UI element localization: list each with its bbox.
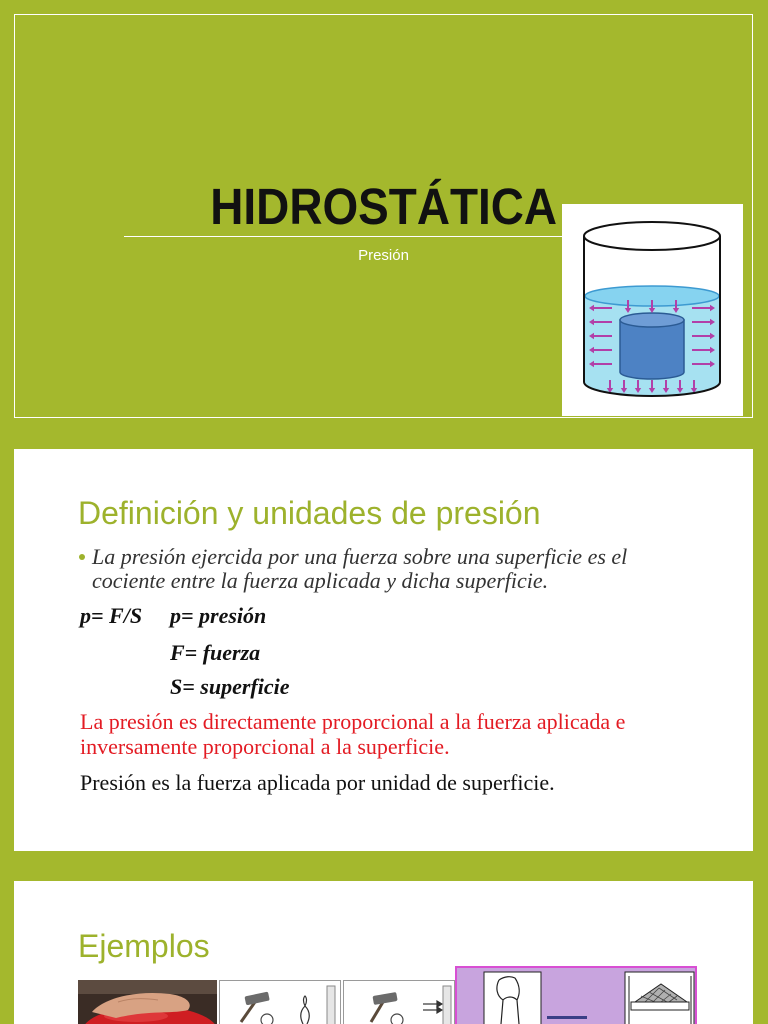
hydrostatic-pressure-illustration xyxy=(562,204,743,416)
bullet-text-line: cociente entre la fuerza aplicada y dicha superficie. xyxy=(92,568,549,593)
thumb-drawing xyxy=(484,972,541,1024)
submerged-cylinder xyxy=(620,313,684,379)
example-diagram-hammer-1 xyxy=(219,980,341,1024)
pressure-formula: p= F/S xyxy=(80,603,143,628)
definition-slide xyxy=(14,449,753,851)
definition-surface: S= superficie xyxy=(170,674,290,699)
proportionality-note-line: inversamente proporcional a la superficie. xyxy=(80,734,450,759)
slide-title: HIDROSTÁTICA xyxy=(210,178,557,235)
example-photo xyxy=(78,980,217,1024)
bullet-text-line: La presión ejercida por una fuerza sobre una superficie es el xyxy=(92,544,628,569)
bullet-icon xyxy=(79,554,85,560)
definition-pressure: p= presión xyxy=(170,603,267,628)
proportionality-note-line: La presión es directamente proporcional a la fuerza aplicada e xyxy=(80,709,626,734)
beaker-drawing xyxy=(562,204,743,416)
definition-force: F= fuerza xyxy=(170,640,261,665)
title-divider xyxy=(124,236,562,237)
title-wrap xyxy=(15,178,752,235)
slide-subtitle: Presión xyxy=(358,247,409,264)
wall xyxy=(327,986,335,1024)
slide-heading: Definición y unidades de presión xyxy=(78,495,541,531)
wall xyxy=(443,986,451,1024)
slide-heading: Ejemplos xyxy=(78,928,210,964)
pile-drawing xyxy=(625,972,694,1024)
example-diagram-hammer-2 xyxy=(343,980,455,1024)
title-slide xyxy=(14,14,753,418)
examples-slide xyxy=(14,881,753,1024)
pressure-summary: Presión es la fuerza aplicada por unidad de superficie. xyxy=(80,770,555,795)
example-diagram-surface xyxy=(455,966,697,1024)
